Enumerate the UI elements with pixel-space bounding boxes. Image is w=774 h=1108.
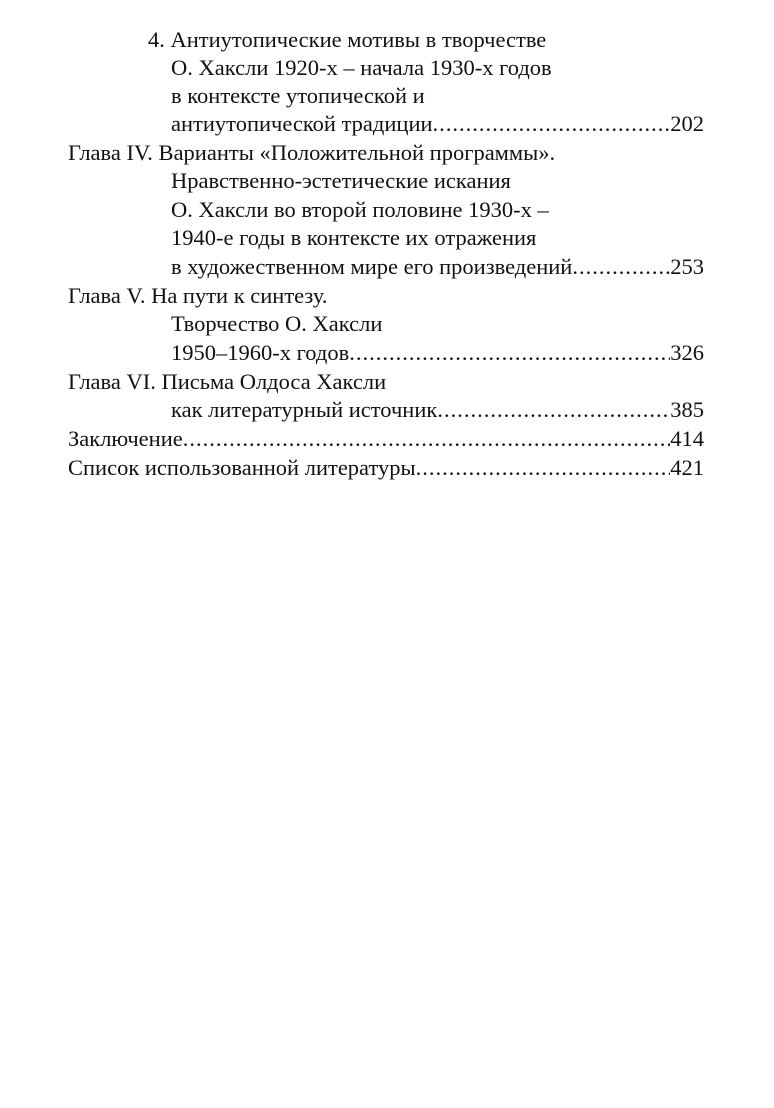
toc-bibliography-label: Список использованной литературы — [68, 455, 416, 480]
toc-item-4-line-3: в контексте утопической и — [171, 83, 425, 108]
toc-item-4-line-1: 4. Антиутопические мотивы в творчестве — [148, 27, 547, 52]
toc-entry-item-4[interactable] — [171, 110, 704, 138]
toc-chapter-5-page: 326 — [670, 340, 704, 365]
toc-chapter-6-page: 385 — [670, 397, 704, 422]
toc-bibliography-page: 421 — [670, 455, 704, 480]
toc-chapter-4-title: Глава IV. Варианты «Положительной программы». — [68, 140, 556, 165]
toc-entry-chapter-6[interactable] — [171, 396, 704, 424]
toc-chapter-6-title: Глава VI. Письма Олдоса Хаксли — [68, 369, 387, 394]
dot-leader — [572, 253, 670, 281]
toc-entry-bibliography[interactable] — [68, 454, 704, 482]
toc-chapter-5-line-2: Творчество О. Хаксли — [171, 311, 383, 336]
toc-chapter-5-line-3: 1950–1960-х годов — [171, 340, 350, 365]
toc-entry-conclusion[interactable] — [68, 425, 704, 453]
dot-leader — [416, 454, 671, 482]
dot-leader — [349, 339, 670, 367]
toc-conclusion-label: Заключение — [68, 426, 183, 451]
dot-leader — [433, 110, 671, 138]
toc-chapter-4-line-3: О. Хаксли во второй половине 1930-х – — [171, 197, 549, 222]
toc-item-4-line-4: антиутопической традиции — [171, 111, 433, 136]
toc-chapter-4-line-5: в художественном мире его произведений — [171, 254, 573, 279]
toc-chapter-4-page: 253 — [670, 254, 704, 279]
toc-chapter-5-title: Глава V. На пути к синтезу. — [68, 283, 328, 308]
toc-chapter-4-line-4: 1940-е годы в контексте их отражения — [171, 225, 537, 250]
toc-chapter-4-line-2: Нравственно-эстетические искания — [171, 168, 511, 193]
toc-item-4-page: 202 — [670, 111, 704, 136]
dot-leader — [183, 425, 671, 453]
toc-entry-chapter-4[interactable] — [171, 253, 704, 281]
toc-item-4-line-2: О. Хаксли 1920-х – начала 1930-х годов — [171, 55, 552, 80]
toc-entry-chapter-5[interactable] — [171, 339, 704, 367]
toc-conclusion-page: 414 — [670, 426, 704, 451]
dot-leader — [437, 396, 670, 424]
toc-chapter-6-line-2: как литературный источник — [171, 397, 438, 422]
